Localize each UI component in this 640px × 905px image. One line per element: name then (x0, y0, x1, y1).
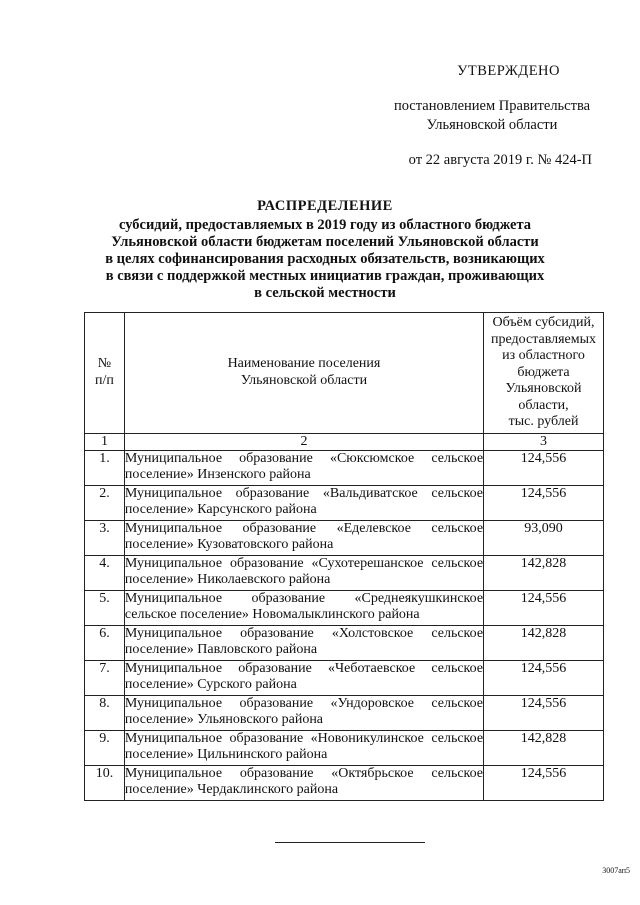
heading-line: в целях софинансирования расходных обязательств, возникающих (105, 251, 545, 267)
approval-title: УТВЕРЖДЕНО (457, 63, 560, 79)
heading-line: в сельской местности (254, 285, 396, 301)
settlement-name: Муниципальное образование «Ундоровское сельское поселение» Ульяновского района (124, 695, 483, 730)
subsidy-amount: 142,828 (484, 730, 604, 765)
row-number: 7. (85, 660, 125, 695)
table-row (85, 590, 604, 625)
subsidy-amount: 124,556 (484, 695, 604, 730)
subsidy-amount: 142,828 (484, 555, 604, 590)
subsidy-amount: 124,556 (484, 450, 604, 485)
table-row (85, 520, 604, 555)
heading-line: Ульяновской области бюджетам поселений Ульяновской области (111, 234, 539, 250)
settlement-name: Муниципальное образование «Октябрьское сельское поселение» Чердаклинского района (124, 765, 483, 800)
header-amount: Объём субсидий, предоставляемых из областного бюджета Ульяновской области, тыс. рублей (484, 313, 604, 434)
row-number: 9. (85, 730, 125, 765)
subsidy-amount: 124,556 (484, 660, 604, 695)
approval-line-1: постановлением Правительства (393, 98, 591, 114)
header-num: № п/п (85, 313, 125, 434)
approval-line-2: Ульяновской области (426, 117, 558, 133)
bottom-separator-line (275, 842, 425, 843)
row-number: 10. (85, 765, 125, 800)
table-row (85, 555, 604, 590)
table-row (85, 730, 604, 765)
column-number: 2 (124, 433, 483, 450)
settlement-name: Муниципальное образование «Вальдиватское сельское поселение» Карсунского района (124, 485, 483, 520)
row-number: 5. (85, 590, 125, 625)
row-number: 6. (85, 625, 125, 660)
row-number: 8. (85, 695, 125, 730)
table-row (85, 765, 604, 800)
subsidy-amount: 124,556 (484, 590, 604, 625)
table-header-row (85, 313, 604, 434)
table-row (85, 625, 604, 660)
settlement-name: Муниципальное образование «Сухотерешанское сельское поселение» Николаевского района (124, 555, 483, 590)
row-number: 1. (85, 450, 125, 485)
settlement-name: Муниципальное образование «Сюксюмское сельское поселение» Инзенского района (124, 450, 483, 485)
subsidy-amount: 124,556 (484, 765, 604, 800)
settlement-name: Муниципальное образование «Еделевское сельское поселение» Кузоватовского района (124, 520, 483, 555)
distribution-table (84, 312, 604, 801)
heading-line: в связи с поддержкой местных инициатив граждан, проживающих (105, 268, 545, 284)
column-number-row (85, 433, 604, 450)
row-number: 2. (85, 485, 125, 520)
heading-line: субсидий, предоставляемых в 2019 году из областного бюджета (118, 217, 532, 233)
settlement-name: Муниципальное образование «Холстовское сельское поселение» Павловского района (124, 625, 483, 660)
subsidy-amount: 93,090 (484, 520, 604, 555)
table-row (85, 485, 604, 520)
table-row (85, 660, 604, 695)
settlement-name: Муниципальное образование «Среднеякушкинское сельское поселение» Новомалыклинского района (124, 590, 483, 625)
approval-block (332, 62, 592, 170)
row-number: 3. (85, 520, 125, 555)
row-number: 4. (85, 555, 125, 590)
settlement-name: Муниципальное образование «Чеботаевское сельское поселение» Сурского района (124, 660, 483, 695)
approval-date: от 22 августа 2019 г. № 424-П (408, 152, 592, 168)
header-name: Наименование поселения Ульяновской области (124, 313, 483, 434)
table-row (85, 695, 604, 730)
table-row (85, 450, 604, 485)
subsidy-amount: 124,556 (484, 485, 604, 520)
document-heading (60, 198, 590, 302)
column-number: 1 (85, 433, 125, 450)
settlement-name: Муниципальное образование «Новоникулинское сельское поселение» Цильнинского района (124, 730, 483, 765)
document-code: 3007ап5 (602, 866, 630, 875)
heading-main: РАСПРЕДЕЛЕНИЕ (257, 198, 393, 214)
column-number: 3 (484, 433, 604, 450)
subsidy-amount: 142,828 (484, 625, 604, 660)
